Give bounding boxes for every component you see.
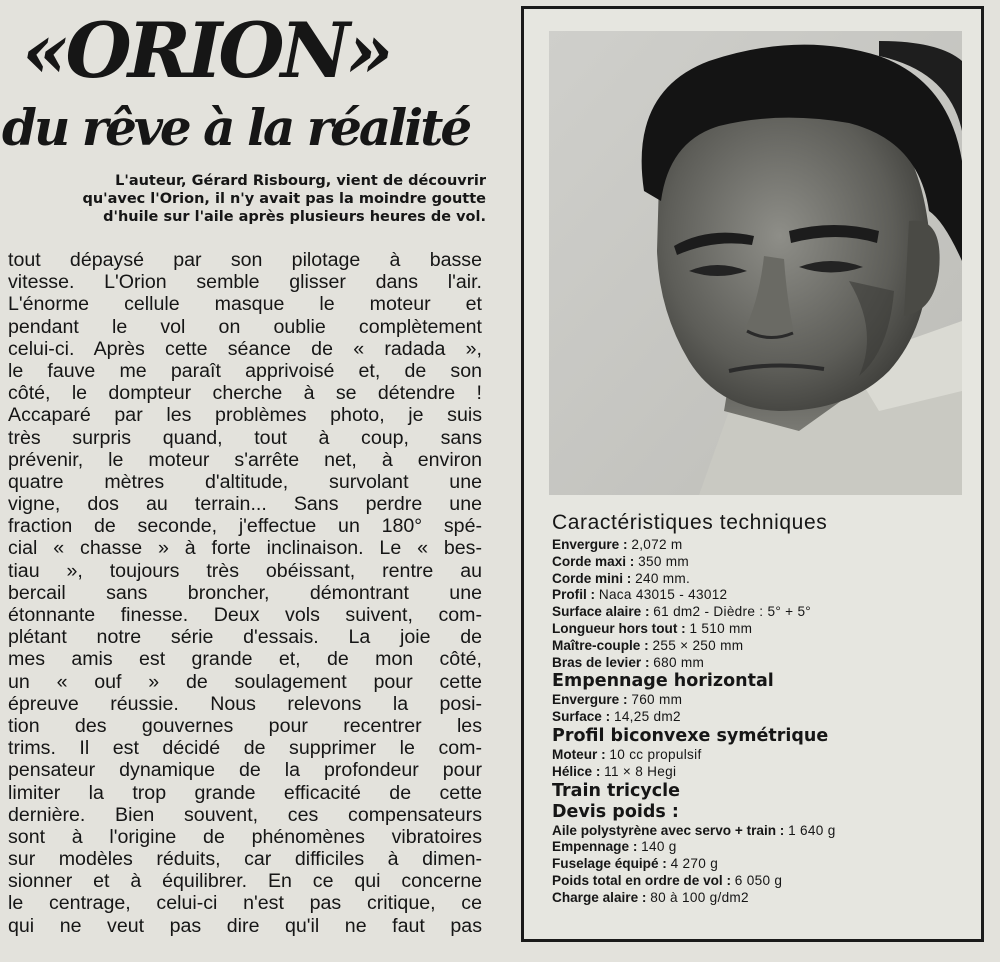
body-line: plétant notre série d'essais. La joie de: [8, 626, 482, 649]
author-photo: [549, 31, 962, 495]
spec-key: Profil :: [552, 587, 596, 603]
technical-specs: [552, 509, 972, 907]
spec-line: [552, 655, 972, 672]
spec-line: [552, 839, 972, 856]
spec-line: [552, 604, 972, 621]
article-body: [8, 249, 482, 937]
body-line: quatre mètres d'altitude, survolant une: [8, 470, 482, 493]
spec-value: 760 mm: [631, 692, 683, 708]
spec-key: Hélice :: [552, 763, 601, 779]
body-line: trims. Il est décidé de supprimer le com-: [8, 737, 482, 760]
body-line: le fauve me paraît apprivoisé et, de son: [8, 359, 482, 382]
body-line: sont à l'origine de phénomènes vibratoires: [8, 825, 482, 848]
spec-value: 350 mm: [638, 553, 690, 569]
spec-line: [552, 856, 972, 873]
specs-title: Caractéristiques techniques: [552, 511, 828, 534]
article-subtitle: du rêve à la réalité: [2, 98, 470, 157]
body-line: bercail sans broncher, démontrant une: [8, 581, 482, 604]
body-line: qui ne veut pas dire qu'il ne faut pas: [8, 914, 482, 937]
body-line: prévenir, le moteur s'arrête net, à environ: [8, 448, 482, 471]
spec-value: 10 cc propulsif: [609, 746, 702, 762]
caption-line: qu'avec l'Orion, il n'y avait pas la moindre goutte: [82, 191, 486, 207]
body-line: sionner et à équilibrer. En ce qui concerne: [8, 870, 482, 893]
body-line: celui-ci. Après cette séance de « radada »,: [8, 337, 482, 360]
spec-value: 61 dm2 - Dièdre : 5° + 5°: [653, 604, 812, 620]
spec-line: [552, 873, 972, 890]
body-line: vigne, dos au terrain... Sans perdre une: [8, 493, 482, 516]
body-line: très surpris quand, tout à coup, sans: [8, 426, 482, 449]
spec-value: 11 × 8 Hegi: [604, 763, 677, 779]
body-line: étonnante finesse. Deux vols suivent, com-: [8, 604, 482, 626]
spec-key: Bras de levier :: [552, 654, 650, 670]
spec-key: Longueur hors tout :: [552, 620, 686, 636]
spec-value: 680 mm: [653, 654, 705, 670]
body-line: limiter la trop grande efficacité de cette: [8, 781, 482, 804]
body-line: tout dépaysé par son pilotage à basse: [8, 249, 482, 271]
body-line: dernière. Bien souvent, ces compensateurs: [8, 803, 482, 826]
spec-key: Charge alaire :: [552, 889, 647, 905]
spec-value: 14,25 dm2: [613, 709, 681, 725]
body-line: tiau », toujours très obéissant, rentre au: [8, 559, 482, 582]
spec-key: Maître-couple :: [552, 637, 649, 653]
spec-line: [552, 621, 972, 638]
caption-line: L'auteur, Gérard Risbourg, vient de découvrir: [115, 173, 486, 189]
spec-key: Empennage :: [552, 839, 638, 855]
spec-key: Surface alaire :: [552, 604, 650, 620]
spec-key: Corde maxi :: [552, 553, 635, 569]
spec-value: 4 270 g: [670, 856, 719, 872]
spec-line: [552, 638, 972, 655]
body-line: le centrage, celui-ci n'est pas critique, ce: [8, 892, 482, 915]
spec-line: [552, 692, 972, 709]
spec-key: Fuselage équipé :: [552, 856, 667, 872]
spec-key: Surface :: [552, 709, 611, 725]
body-line: épreuve réussie. Nous relevons la posi-: [8, 692, 482, 715]
body-line: Accaparé par les problèmes photo, je suis: [8, 404, 482, 427]
body-line: vitesse. L'Orion semble glisser dans l'air.: [8, 271, 482, 294]
section-heading-empennage: Empennage horizontal: [552, 671, 774, 692]
portrait-image: [549, 31, 962, 495]
spec-value: 1 510 mm: [689, 620, 753, 636]
body-line: pensateur dynamique de la profondeur pour: [8, 759, 482, 782]
body-line: un « ouf » de soulagement pour cette: [8, 670, 482, 693]
section-heading-devis: Devis poids :: [552, 801, 679, 822]
spec-line: [552, 890, 972, 907]
specs-box: [521, 6, 984, 942]
spec-value: 255 × 250 mm: [652, 637, 744, 653]
body-line: fraction de seconde, j'effectue un 180° spé-: [8, 515, 482, 538]
spec-value: 2,072 m: [631, 537, 683, 552]
body-line: tion des gouvernes pour recentrer les: [8, 714, 482, 737]
spec-value: 1 640 g: [788, 822, 836, 838]
spec-key: Envergure :: [552, 537, 628, 552]
body-line: cial « chasse » à forte inclinaison. Le « bes-: [8, 537, 482, 560]
body-line: côté, le dompteur cherche à se détendre !: [8, 382, 482, 405]
spec-key: Envergure :: [552, 692, 628, 708]
section-heading-train: Train tricycle: [552, 780, 681, 801]
photo-caption: [6, 172, 486, 226]
spec-value: 80 à 100 g/dm2: [650, 889, 749, 905]
spec-line: [552, 587, 972, 604]
spec-line: [552, 823, 972, 840]
body-line: sur modèles réduits, car difficiles à dimen-: [8, 848, 482, 871]
spec-value: 6 050 g: [734, 872, 783, 888]
body-line: mes amis est grande et, de mon côté,: [8, 648, 482, 671]
spec-value: 240 mm.: [635, 570, 691, 586]
article-title: «ORION»: [22, 6, 390, 95]
spec-line: [552, 709, 972, 726]
spec-key: Moteur :: [552, 746, 606, 762]
spec-key: Poids total en ordre de vol :: [552, 872, 732, 888]
spec-key: Aile polystyrène avec servo + train :: [552, 822, 785, 838]
spec-line: [552, 571, 972, 588]
spec-line: [552, 537, 972, 554]
caption-line: d'huile sur l'aile après plusieurs heures de vol.: [103, 209, 486, 225]
section-heading-profil: Profil biconvexe symétrique: [552, 725, 829, 746]
spec-line: [552, 764, 972, 781]
body-line: pendant le vol on oublie complètement: [8, 315, 482, 338]
spec-value: 140 g: [641, 839, 677, 855]
spec-value: Naca 43015 - 43012: [598, 587, 728, 603]
spec-line: [552, 747, 972, 764]
body-line: L'énorme cellule masque le moteur et: [8, 293, 482, 316]
spec-line: [552, 554, 972, 571]
spec-key: Corde mini :: [552, 570, 632, 586]
